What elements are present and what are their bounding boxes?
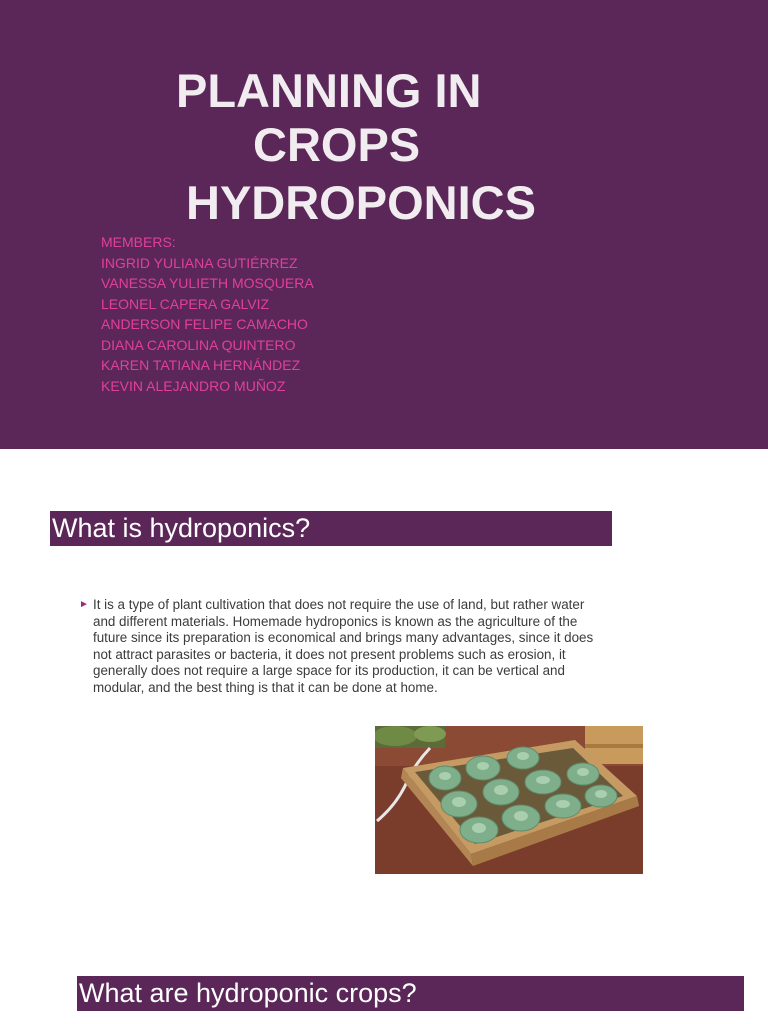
member-name: KEVIN ALEJANDRO MUÑOZ [101,377,286,394]
member-name: KAREN TATIANA HERNÁNDEZ [101,357,301,373]
member-name: DIANA CAROLINA QUINTERO [101,336,296,353]
triangle-right-icon: ► [79,599,89,610]
member-name: VANESSA YULIETH MOSQUERA [101,275,314,291]
bullet-text: It is a type of plant cultivation that does not require the use of land, but rather water and different materials. Homemade hydroponics is known as the agriculture of the future since its preparation is economical and brings many advantages, since it does not attract parasites or bacteria, it does not present problems such as erosion, it generally does not require a large space for its production, it can be vertical and modular, and the best thing is that it can be done at home. [93,597,594,695]
members-label: MEMBERS: [101,234,176,250]
section-heading-what-is-hydroponics: What is hydroponics? [50,511,612,546]
section-heading-what-are-hydroponic-crops: What are hydroponic crops? [77,976,744,1011]
hydroponic-planter-photo [375,726,643,874]
bullet-paragraph [79,597,599,697]
title-line-3: HYDROPONICS [186,176,536,229]
member-name: INGRID YULIANA GUTIÉRREZ [101,254,298,271]
title-slide [0,0,768,449]
members-list [101,232,314,396]
member-name: ANDERSON FELIPE CAMACHO [101,316,308,332]
title-line-2: CROPS [253,118,421,171]
member-name: LEONEL CAPERA GALVIZ [101,295,270,312]
title-line-1: PLANNING IN [176,64,482,117]
